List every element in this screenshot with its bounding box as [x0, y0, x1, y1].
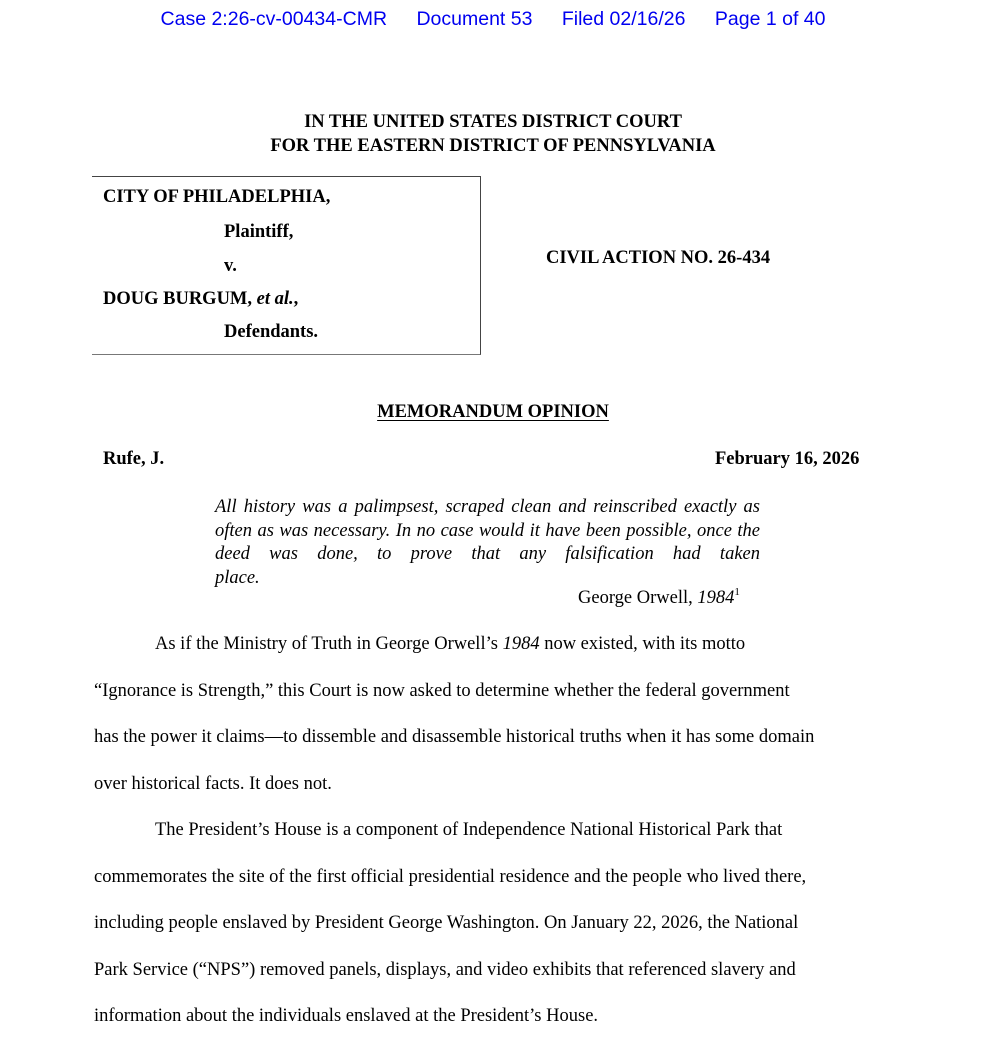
plaintiff-role: Plaintiff,	[224, 222, 294, 242]
defendant-role: Defendants.	[224, 322, 319, 342]
page-count: Page 1 of 40	[714, 8, 826, 30]
court-name-line1: IN THE UNITED STATES DISTRICT COURT	[304, 112, 682, 132]
judge-name: Rufe, J.	[103, 449, 165, 469]
p1-text-b: now existed, with its motto	[539, 634, 746, 654]
versus: v.	[224, 256, 237, 276]
paragraph1-line2: “Ignorance is Strength,” this Court is now asked to determine whether the federal government	[94, 681, 790, 701]
document-number: Document 53	[416, 8, 533, 30]
filing-stamp	[0, 8, 986, 31]
defendant-name-text: DOUG BURGUM,	[103, 289, 257, 309]
defendant-name	[103, 289, 298, 310]
paragraph2-line5: information about the individuals enslaved at the President’s House.	[94, 1006, 599, 1026]
attribution-work: 1984	[697, 588, 735, 608]
document-title-text: MEMORANDUM OPINION	[377, 402, 609, 422]
defendant-et-al: et al.	[256, 289, 294, 309]
epigraph-text-last: place.	[215, 567, 260, 588]
p1-text-a: As if the Ministry of Truth in George Orwell’s	[155, 634, 503, 654]
paragraph2-line3: including people enslaved by President George Washington. On January 22, 2026, the National	[94, 913, 799, 933]
attribution-author: George Orwell,	[578, 588, 698, 608]
defendant-comma: ,	[293, 289, 299, 309]
document-title	[0, 402, 986, 423]
court-name-line2: FOR THE EASTERN DISTRICT OF PENNSYLVANIA	[270, 136, 716, 156]
paragraph2-line4: Park Service (“NPS”) removed panels, displays, and video exhibits that referenced slavery and	[94, 960, 796, 980]
epigraph-quote	[215, 496, 760, 590]
paragraph2-line2: commemorates the site of the first official presidential residence and the people who lived there,	[94, 867, 807, 887]
paragraph2-line1: The President’s House is a component of Independence National Historical Park that	[155, 820, 783, 840]
paragraph1-line1	[155, 634, 745, 655]
case-number: Case 2:26-cv-00434-CMR	[160, 8, 388, 30]
civil-action-number: CIVIL ACTION NO. 26-434	[546, 248, 771, 268]
epigraph-attribution	[578, 588, 740, 609]
paragraph1-line4: over historical facts. It does not.	[94, 774, 332, 794]
epigraph-text: All history was a palimpsest, scraped clean and reinscribed exactly as often as was necessary. In no case would it have been possible, once the deed was done, to prove that any falsification had taken	[215, 497, 760, 564]
filed-date: Filed 02/16/26	[561, 8, 686, 30]
paragraph1-line3: has the power it claims—to dissemble and disassemble historical truths when it has some domain	[94, 727, 815, 747]
footnote-reference[interactable]: 1	[734, 586, 740, 598]
opinion-date: February 16, 2026	[715, 449, 860, 469]
p1-italic-title: 1984	[502, 634, 540, 654]
plaintiff-name: CITY OF PHILADELPHIA,	[103, 187, 331, 207]
